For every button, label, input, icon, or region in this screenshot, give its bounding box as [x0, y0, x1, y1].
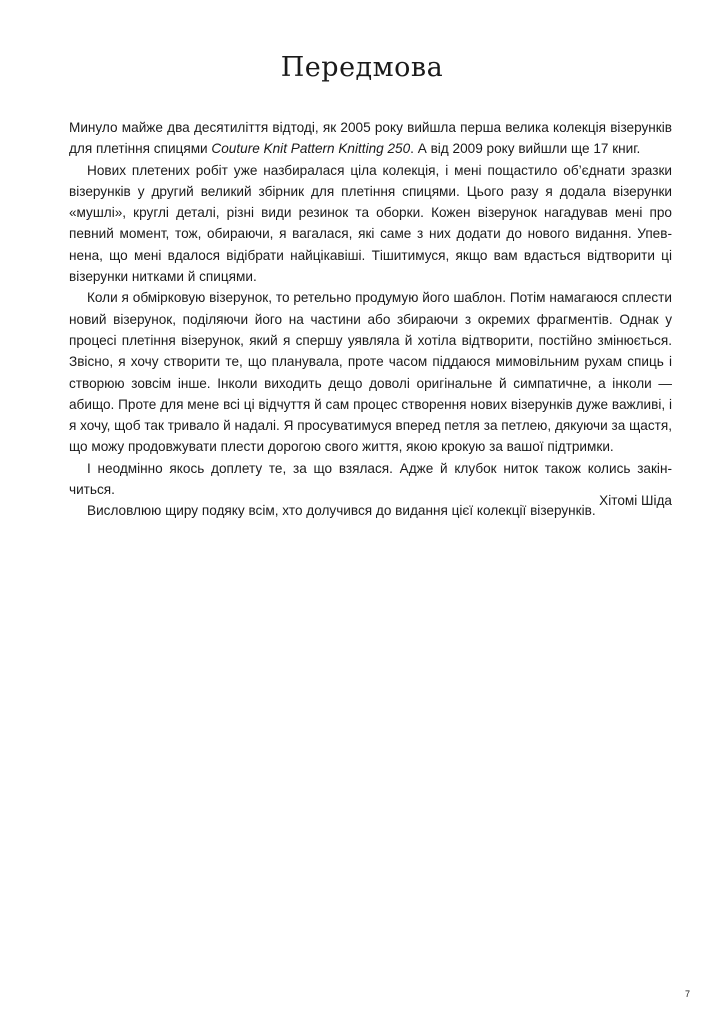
- preface-body: [69, 117, 672, 522]
- paragraph-4: І неодмінно якось доплету те, за що взялася. Адже й клубок ниток також колись закінчиться.: [69, 460, 672, 498]
- book-title-reference: Couture Knit Pattern Knitting 250: [211, 141, 411, 157]
- paragraph-2: Нових плетених робіт уже назбиралася ціла колекція, і мені пощастило об’єднати зразки візерунків у другий великий збірник для плетіння спицями. Цього разу я додала візерунки «мушлі», круглі деталі, різні види резинок та оборки. Кожен візерунок нагадував мені про певний момент, тож, обираючи, я вагалася, які саме з них додати до нового видання. Упевнена, що мені вдалося відібрати найцікавіші. Тішитимуся, якщо вам вдасться відтворити ці візерунки нитками й спицями.: [69, 162, 672, 285]
- paragraph-1-text-b: . А від 2009 року вийшли ще 17 книг.: [410, 141, 641, 157]
- paragraph-1: [69, 117, 672, 160]
- author-signature: Хітомі Шіда: [599, 493, 672, 508]
- paragraph-1-text-a: Минуло майже два десятиліття відтоді, як 2005 року вийшла перша велика колекція візерунків для плетіння спицями: [69, 120, 672, 157]
- paragraph-3: Коли я обмірковую візерунок, то ретельно продумую його шаблон. Потім намагаюся сплести новий візерунок, поділяючи його на частини або збираючи з окремих фрагментів. Однак у процесі плетіння візерунок, який я спершу уявляла й хотіла відтворити, постійно змінюється. Звісно, я хочу створити те, що планувала, проте часом піддаюся мимовільним рухам спиць і створюю зовсім інше. Інколи виходить дещо доволі оригінальне й симпатичне, а інколи — абищо. Проте для мене всі ці відчуття й сам процес створення нових візерунків дуже важливі, і я хочу, щоб так тривало й надалі. Я просуватимуся вперед петля за петлею, дякуючи за щастя, що можу продовжувати плести дорогою свого життя, якою крокую за вашої підтримки.: [69, 290, 672, 455]
- page-number: 7: [684, 989, 690, 999]
- paragraph-5: Висловлюю щиру подяку всім, хто долучився до видання цієї колекції візерунків.: [87, 503, 596, 519]
- page-title: Передмова: [280, 52, 444, 83]
